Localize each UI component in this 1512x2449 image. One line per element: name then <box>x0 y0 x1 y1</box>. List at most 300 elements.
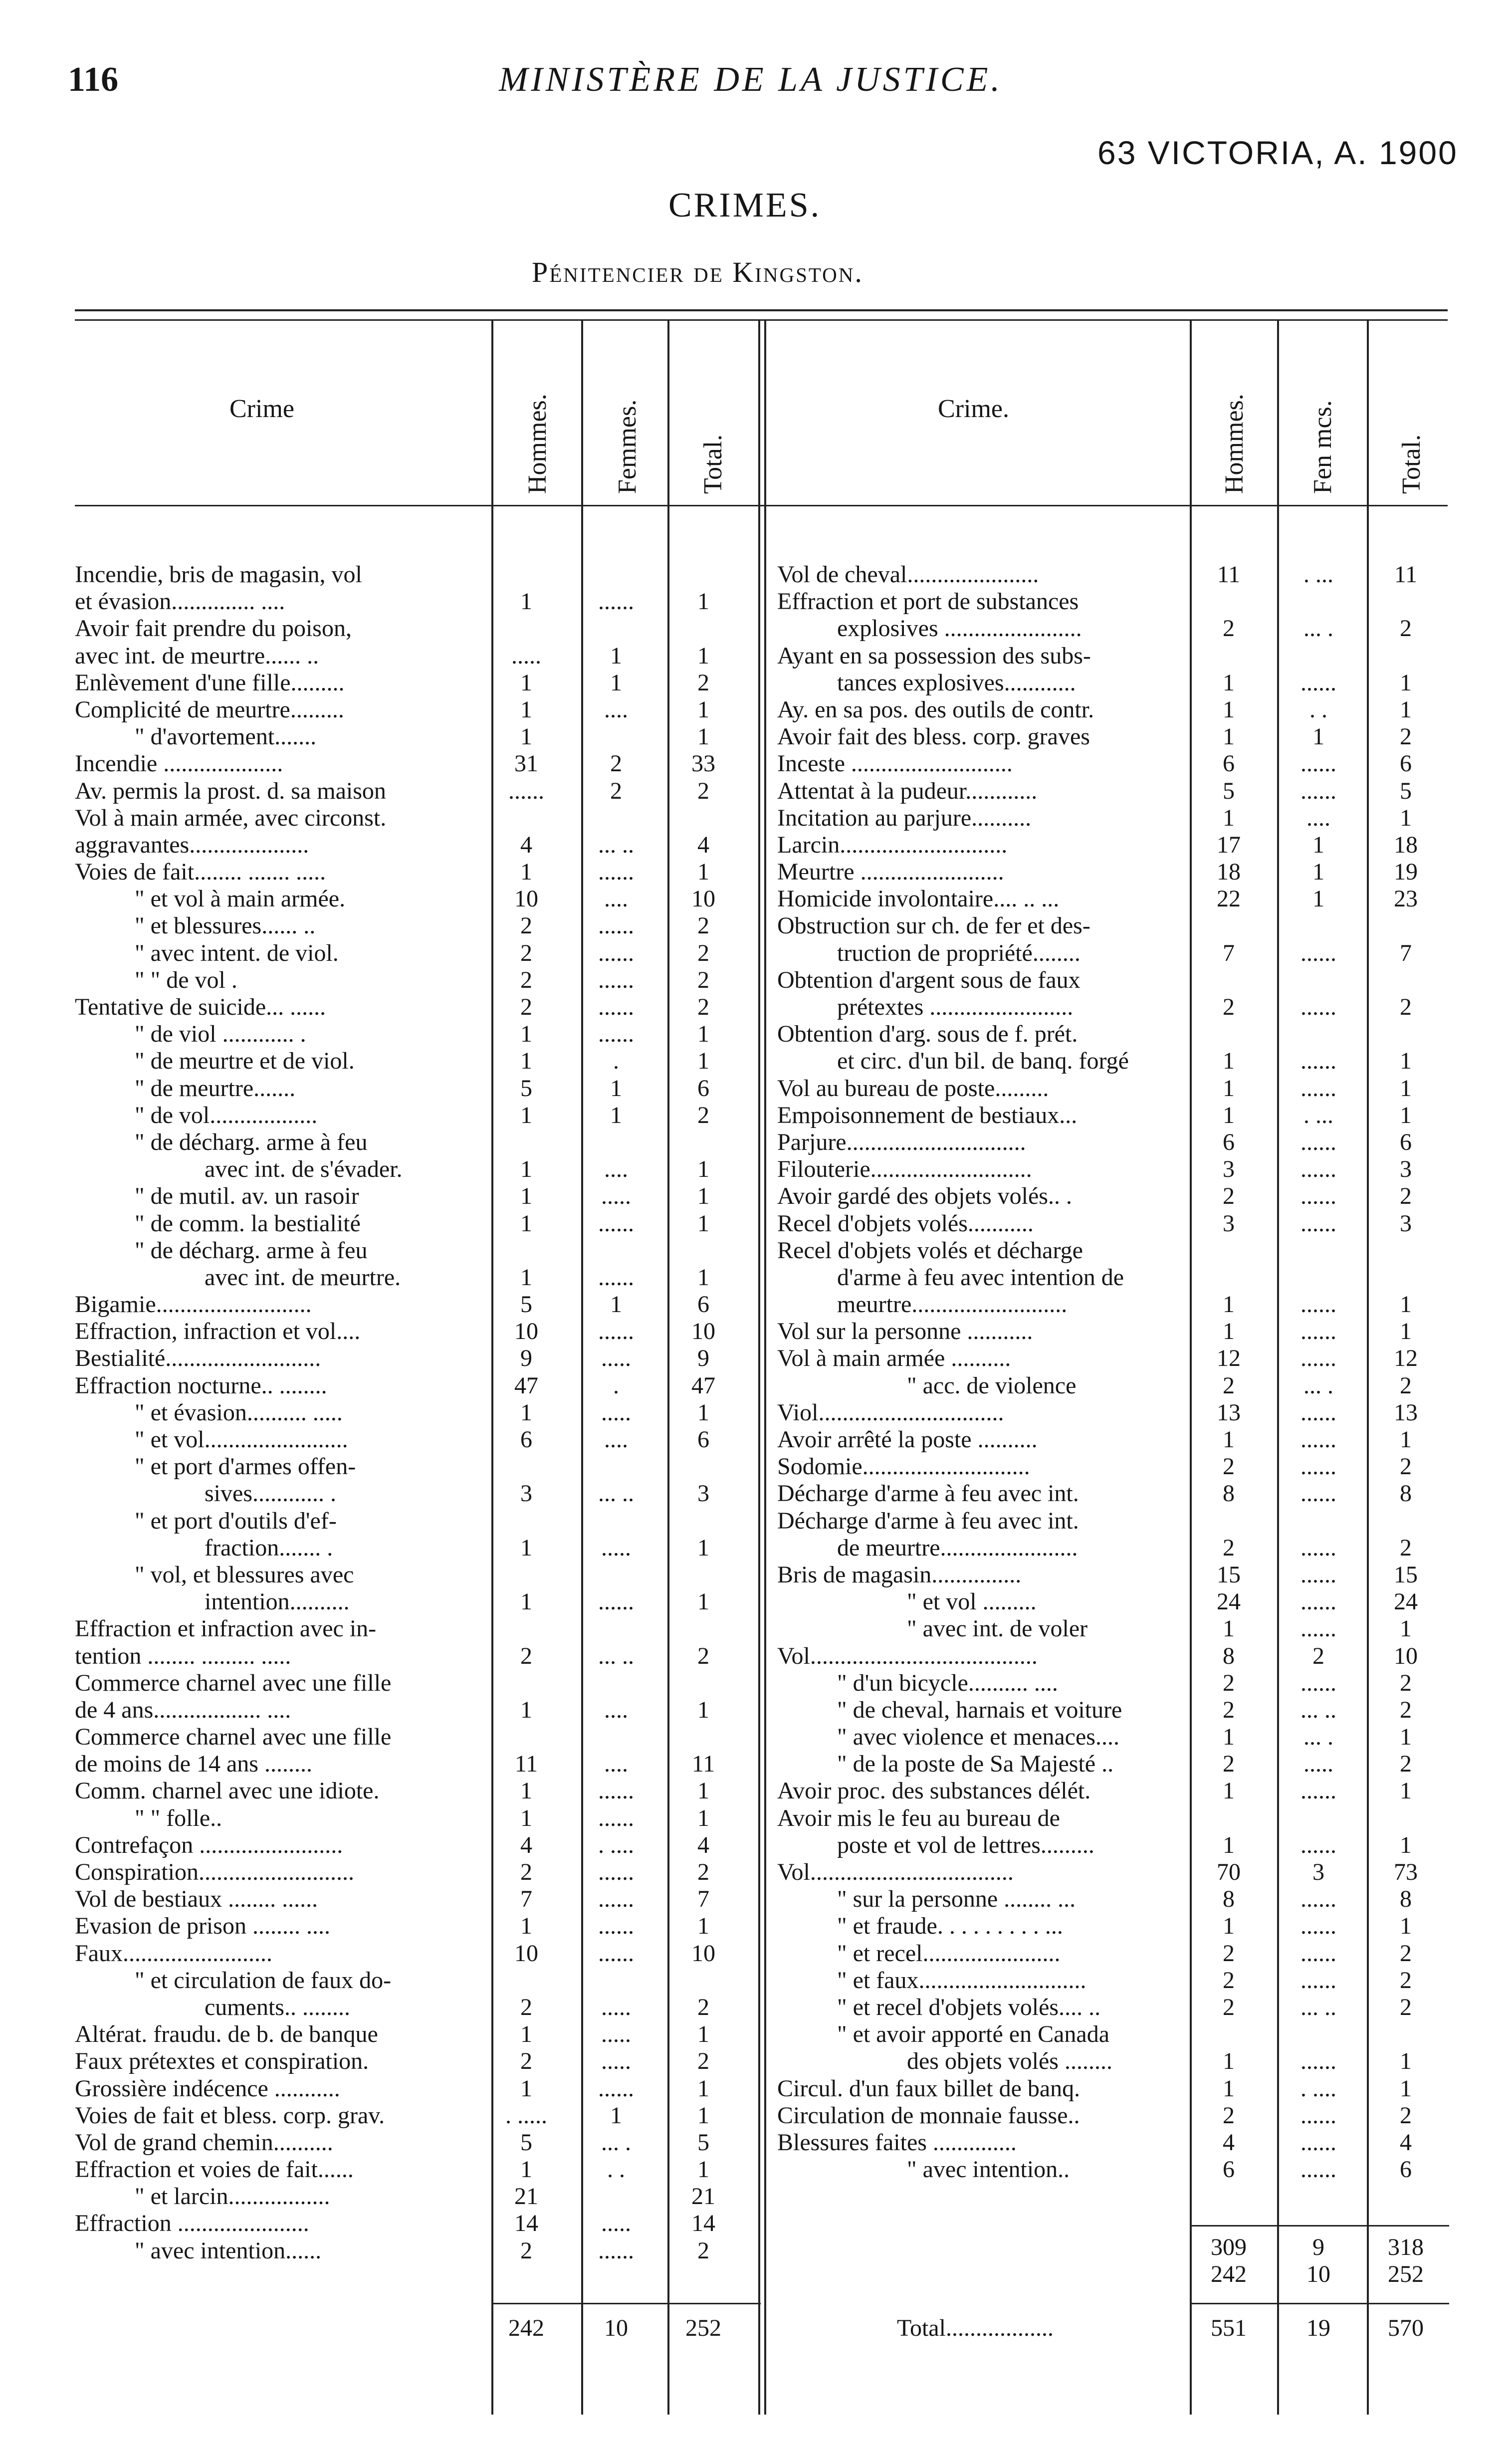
table-row <box>75 1886 798 1913</box>
crime-label: Effraction et port de substances <box>777 588 1079 615</box>
femmes-value: ...... <box>598 1886 634 1913</box>
hommes-value: 15 <box>1217 1561 1241 1588</box>
table-row <box>75 1237 798 1264</box>
crime-label: " sur la personne ........ ... <box>837 1886 1076 1913</box>
crime-label: Parjure.............................. <box>777 1128 1026 1155</box>
hommes-value: 5 <box>520 1291 532 1318</box>
table-row <box>777 1453 1501 1480</box>
crime-label: " de vol.................. <box>135 1102 318 1128</box>
femmes-value: .... <box>604 1426 628 1453</box>
total-value: 3 <box>697 1480 709 1507</box>
table-row <box>777 2048 1501 2075</box>
hommes-value: 1 <box>520 1210 532 1237</box>
table-row <box>777 588 1501 615</box>
hommes-value: 8 <box>1223 1480 1235 1507</box>
femmes-value: .... <box>604 1751 628 1778</box>
hommes-value: 1 <box>520 1048 532 1075</box>
femmes-value: ..... <box>601 1345 631 1372</box>
table-row <box>75 1453 798 1480</box>
hommes-value: 1 <box>520 1021 532 1048</box>
crime-label: Effraction nocturne.. ........ <box>75 1372 327 1399</box>
hommes-value: ..... <box>511 642 541 669</box>
hommes-value: 2 <box>1223 1696 1235 1723</box>
hommes-value: 6 <box>1223 1128 1235 1155</box>
total-value: 11 <box>691 1751 715 1778</box>
table-row <box>75 561 798 588</box>
total-value: 1 <box>1400 1778 1412 1804</box>
femmes-value: ...... <box>598 939 634 966</box>
total-value: 6 <box>1400 750 1412 777</box>
total-value: 1 <box>1400 1831 1412 1858</box>
femmes-value: ...... <box>1300 1561 1336 1588</box>
femmes-value: ...... <box>1300 1913 1336 1940</box>
table-row <box>777 994 1501 1021</box>
table-row <box>777 1832 1501 1859</box>
femmes-value: ... .. <box>598 1480 634 1507</box>
crime-label: " vol, et blessures avec <box>135 1561 354 1588</box>
hommes-value: 1 <box>1223 1291 1235 1318</box>
hommes-value: 1 <box>1223 669 1235 696</box>
hommes-value: 2 <box>520 966 532 993</box>
femmes-value: ...... <box>598 1021 634 1048</box>
femmes-value: ...... <box>1300 2129 1336 2156</box>
page-subtitle: Pénitencier de Kingston. <box>532 256 864 288</box>
femmes-value: ... . <box>1303 615 1333 642</box>
hommes-value: 2 <box>520 2048 532 2075</box>
crime-label: explosives ....................... <box>837 615 1082 642</box>
crime-label: " et recel....................... <box>837 1940 1061 1967</box>
table-row <box>777 2156 1501 2183</box>
table-row <box>777 669 1501 696</box>
total-value: 1 <box>697 642 709 669</box>
table-row <box>777 2102 1501 2129</box>
crime-label: Evasion de prison ........ .... <box>75 1913 330 1940</box>
right-total-header: Total. <box>1397 434 1426 494</box>
hommes-value: 1 <box>520 1804 532 1831</box>
table-row <box>777 1643 1501 1670</box>
crime-label: " et recel d'objets volés.... .. <box>837 1994 1101 2020</box>
femmes-value: ... .. <box>1300 1696 1336 1723</box>
crime-label: Vol de bestiaux ........ ...... <box>75 1886 318 1913</box>
crime-label: " et port d'outils d'ef- <box>135 1507 337 1534</box>
table-row <box>777 615 1501 642</box>
crime-label: " de la poste de Sa Majesté .. <box>837 1751 1114 1778</box>
femmes-value: ...... <box>1300 1048 1336 1075</box>
table-row <box>777 1048 1501 1075</box>
hommes-value: 5 <box>1223 777 1235 804</box>
femmes-value: ..... <box>601 1399 631 1426</box>
total-value: 2 <box>697 669 709 696</box>
crime-label: fraction....... . <box>205 1534 333 1561</box>
femmes-value: 2 <box>1312 1642 1324 1669</box>
crime-label: Empoisonnement de bestiaux... <box>777 1102 1078 1128</box>
hommes-value: 1 <box>520 1183 532 1210</box>
crime-label: meurtre.......................... <box>837 1291 1068 1318</box>
top-rule-2 <box>75 319 1448 321</box>
hommes-value: 1 <box>520 1696 532 1723</box>
femmes-value: . ... <box>1303 1102 1333 1128</box>
table-row <box>777 1778 1501 1804</box>
hommes-value: 5 <box>520 1075 532 1102</box>
hommes-value: 2 <box>1223 1967 1235 1994</box>
running-title: MINISTÈRE DE LA JUSTICE. <box>499 60 1003 99</box>
crime-label: " avec intention...... <box>135 2237 322 2264</box>
total-value: 1 <box>1400 1075 1412 1102</box>
hommes-value: 47 <box>514 1372 538 1399</box>
crime-label: " et avoir apporté en Canada <box>837 2021 1110 2048</box>
table-row <box>777 1697 1501 1724</box>
table-row <box>75 1291 798 1318</box>
table-row <box>777 1399 1501 1426</box>
table-row <box>75 940 798 967</box>
hommes-value: 31 <box>514 750 538 777</box>
femmes-value: ...... <box>1300 1453 1336 1480</box>
hommes-value: 2 <box>1223 1940 1235 1967</box>
hommes-value: 10 <box>514 1940 538 1967</box>
table-row <box>777 1345 1501 1372</box>
crime-label: de moins de 14 ans ........ <box>75 1751 312 1778</box>
right-table <box>777 561 1501 2183</box>
crime-label: avec int. de meurtre...... .. <box>75 642 319 669</box>
total-value: 1 <box>697 1534 709 1561</box>
femmes-value: ...... <box>598 912 634 939</box>
table-row <box>777 1561 1501 1588</box>
table-row <box>777 1535 1501 1561</box>
table-row <box>75 1399 798 1426</box>
hommes-value: 2 <box>520 994 532 1020</box>
hommes-value: 18 <box>1217 859 1241 886</box>
total-value: 1 <box>1400 669 1412 696</box>
table-row <box>777 1021 1501 1048</box>
table-row <box>777 696 1501 723</box>
crime-label: " avec violence et menaces.... <box>837 1724 1119 1751</box>
right-subtotal-total: 318 <box>1388 2234 1424 2260</box>
femmes-value: ...... <box>598 1588 634 1615</box>
femmes-value: ...... <box>1300 1128 1336 1155</box>
crime-label: des objets volés ........ <box>907 2048 1112 2075</box>
crime-label: Vol à main armée, avec circonst. <box>75 804 387 831</box>
crime-label: " et larcin................. <box>135 2183 330 2210</box>
hommes-value: 1 <box>520 2075 532 2102</box>
crime-label: " de meurtre....... <box>135 1075 296 1102</box>
femmes-value: 1 <box>1312 859 1324 886</box>
femmes-value: ...... <box>1300 1778 1336 1804</box>
hommes-value: 1 <box>1223 1913 1235 1940</box>
total-value: 2 <box>697 2237 709 2264</box>
hommes-value: 3 <box>1223 1210 1235 1237</box>
total-value: 1 <box>697 1264 709 1291</box>
total-value: 12 <box>1394 1345 1418 1372</box>
total-value: 13 <box>1394 1399 1418 1426</box>
femmes-value: 1 <box>610 669 622 696</box>
table-row <box>75 1372 798 1399</box>
femmes-value: ...... <box>598 588 634 615</box>
total-value: 2 <box>1400 1534 1412 1561</box>
hommes-value: 1 <box>1223 1615 1235 1642</box>
crime-label: Ay. en sa pos. des outils de contr. <box>777 696 1094 723</box>
hommes-value: ...... <box>508 777 544 804</box>
crime-label: " et vol........................ <box>135 1426 348 1453</box>
table-row <box>777 1183 1501 1210</box>
hommes-value: 1 <box>1223 2048 1235 2075</box>
table-row <box>777 859 1501 886</box>
total-value: 19 <box>1394 859 1418 886</box>
table-row <box>75 1426 798 1453</box>
total-value: 2 <box>1400 1994 1412 2020</box>
total-value: 2 <box>697 912 709 939</box>
table-row <box>777 1129 1501 1156</box>
femmes-value: ...... <box>1300 1291 1336 1318</box>
crime-label: " de viol ............ . <box>135 1021 306 1048</box>
crime-label: truction de propriété........ <box>837 939 1080 966</box>
crime-label: Conspiration.......................... <box>75 1859 354 1885</box>
table-row <box>75 994 798 1021</box>
femmes-value: ...... <box>1300 1210 1336 1237</box>
total-value: 1 <box>697 1804 709 1831</box>
femmes-value: ... .. <box>598 831 634 858</box>
femmes-value: ...... <box>1300 2048 1336 2075</box>
table-row <box>75 832 798 859</box>
crime-label: Faux prétextes et conspiration. <box>75 2048 369 2075</box>
table-row <box>777 1480 1501 1507</box>
hommes-value: 12 <box>1217 1345 1241 1372</box>
hommes-value: 1 <box>1223 1318 1235 1345</box>
femmes-value: 1 <box>610 2102 622 2129</box>
table-row <box>75 1102 798 1129</box>
crime-label: prétextes ........................ <box>837 994 1074 1020</box>
femmes-value: ...... <box>598 2075 634 2102</box>
total-value: 2 <box>1400 1967 1412 1994</box>
crime-label: Effraction et voies de fait...... <box>75 2156 354 2183</box>
right-total-hommes: 551 <box>1211 2315 1247 2341</box>
total-value: 1 <box>1400 1913 1412 1940</box>
hommes-value: 8 <box>1223 1886 1235 1913</box>
table-row <box>75 912 798 939</box>
crime-label: Viol............................... <box>777 1399 1004 1426</box>
hommes-value: 2 <box>1223 615 1235 642</box>
crime-label: Filouterie........................... <box>777 1156 1032 1183</box>
femmes-value: ...... <box>1300 1967 1336 1994</box>
hommes-value: 2 <box>1223 1183 1235 1210</box>
femmes-value: ...... <box>1300 1615 1336 1642</box>
hommes-value: 1 <box>520 1102 532 1128</box>
femmes-value: ...... <box>1300 2102 1336 2129</box>
total-value: 2 <box>1400 2102 1412 2129</box>
hommes-value: 2 <box>1223 1669 1235 1696</box>
table-row <box>75 1508 798 1535</box>
femmes-value: ..... <box>601 1183 631 1210</box>
femmes-value: ...... <box>1300 1886 1336 1913</box>
hommes-value: 1 <box>520 1778 532 1804</box>
table-row <box>777 2021 1501 2048</box>
session-label: 63 VICTORIA, A. 1900 <box>1097 134 1458 171</box>
hommes-value: 14 <box>514 2210 538 2237</box>
table-row <box>75 805 798 832</box>
crime-label: " et vol ......... <box>907 1588 1037 1615</box>
hommes-value: 1 <box>520 696 532 723</box>
total-value: 1 <box>697 588 709 615</box>
total-value: 2 <box>1400 723 1412 750</box>
femmes-value: ... . <box>601 2129 631 2156</box>
crime-label: Décharge d'arme à feu avec int. <box>777 1480 1079 1507</box>
table-row <box>75 1480 798 1507</box>
total-value: 2 <box>697 1859 709 1885</box>
hommes-value: 17 <box>1217 831 1241 858</box>
hommes-value: 70 <box>1217 1859 1241 1885</box>
total-value: 6 <box>697 1426 709 1453</box>
crime-label: Vol sur la personne ........... <box>777 1318 1033 1345</box>
femmes-value: .... <box>604 1156 628 1183</box>
total-value: 1 <box>697 1588 709 1615</box>
femmes-value: ...... <box>1300 669 1336 696</box>
total-value: 1 <box>1400 1615 1412 1642</box>
total-value: 6 <box>1400 2156 1412 2183</box>
crime-label: Commerce charnel avec une fille <box>75 1724 392 1751</box>
table-row <box>75 723 798 750</box>
hommes-value: 1 <box>520 1913 532 1940</box>
crime-label: " de cheval, harnais et voiture <box>837 1696 1122 1723</box>
table-row <box>75 1318 798 1345</box>
total-value: 2 <box>697 966 709 993</box>
crime-label: de meurtre....................... <box>837 1534 1078 1561</box>
crime-label: " avec intention.. <box>907 2156 1070 2183</box>
crime-label: Obtention d'argent sous de faux <box>777 966 1080 993</box>
femmes-value: ... .. <box>1300 1994 1336 2020</box>
table-row <box>75 615 798 642</box>
crime-label: " et blessures...... .. <box>135 912 316 939</box>
hommes-value: 24 <box>1217 1588 1241 1615</box>
femmes-value: ...... <box>1300 1075 1336 1102</box>
total-value: 9 <box>697 1345 709 1372</box>
table-row <box>75 967 798 994</box>
table-row <box>777 643 1501 669</box>
total-value: 3 <box>1400 1210 1412 1237</box>
hommes-value: 10 <box>514 1318 538 1345</box>
femmes-value: 2 <box>610 750 622 777</box>
table-row <box>777 1508 1501 1535</box>
total-value: 1 <box>1400 1102 1412 1128</box>
crime-label: Effraction ...................... <box>75 2210 309 2237</box>
crime-label: poste et vol de lettres......... <box>837 1831 1094 1858</box>
total-value: 2 <box>1400 1696 1412 1723</box>
total-value: 2 <box>1400 1453 1412 1480</box>
femmes-value: . . <box>1309 696 1327 723</box>
crime-label: Avoir proc. des substances délét. <box>777 1778 1091 1804</box>
crime-label: Larcin............................ <box>777 831 1008 858</box>
right-femmes-header: Fen mcs. <box>1308 400 1337 494</box>
total-value: 2 <box>697 939 709 966</box>
total-value: 7 <box>697 1886 709 1913</box>
crime-label: Vol...................................... <box>777 1642 1038 1669</box>
left-total-total: 252 <box>685 2315 721 2341</box>
table-row <box>75 2075 798 2102</box>
crime-label: " avec int. de voler <box>907 1615 1088 1642</box>
total-value: 1 <box>697 859 709 886</box>
left-hommes-header: Hommes. <box>523 394 552 494</box>
femmes-value: . <box>613 1372 619 1399</box>
femmes-value: ...... <box>598 1210 634 1237</box>
femmes-value: ... . <box>1303 1372 1333 1399</box>
crime-label: " avec intent. de viol. <box>135 939 339 966</box>
femmes-value: 1 <box>610 642 622 669</box>
femmes-value: ...... <box>1300 1318 1336 1345</box>
table-row <box>75 2183 798 2210</box>
left-table <box>75 561 798 2264</box>
table-row <box>75 1994 798 2021</box>
total-value: 2 <box>697 994 709 1020</box>
femmes-value: 3 <box>1312 1859 1324 1885</box>
hommes-value: 2 <box>1223 1994 1235 2020</box>
table-row <box>777 1805 1501 1832</box>
femmes-value: ..... <box>601 2021 631 2048</box>
total-value: 1 <box>697 1021 709 1048</box>
right-total-row <box>777 2315 1501 2342</box>
crime-label: Grossière indécence ........... <box>75 2075 340 2102</box>
total-value: 2 <box>697 1102 709 1128</box>
table-row <box>75 1967 798 1994</box>
table-row <box>777 940 1501 967</box>
femmes-value: ...... <box>1300 939 1336 966</box>
crime-label: " et faux............................ <box>837 1967 1086 1994</box>
total-value: 1 <box>1400 696 1412 723</box>
hommes-value: 2 <box>520 1859 532 1885</box>
femmes-value: ...... <box>598 1940 634 1967</box>
crime-label: sives............ . <box>205 1480 336 1507</box>
crime-label: Vol de cheval...................... <box>777 561 1039 588</box>
hommes-value: 9 <box>520 1345 532 1372</box>
table-row <box>777 1751 1501 1778</box>
crime-label: " et évasion.......... ..... <box>135 1399 343 1426</box>
femmes-value: ...... <box>598 994 634 1020</box>
table-row <box>75 1643 798 1670</box>
left-total-hommes: 242 <box>508 2315 544 2341</box>
hommes-value: 11 <box>1217 561 1241 588</box>
hommes-value: 1 <box>1223 1426 1235 1453</box>
table-row <box>777 886 1501 912</box>
crime-label: Homicide involontaire.... .. ... <box>777 886 1060 912</box>
total-value: 1 <box>1400 1724 1412 1751</box>
crime-label: Enlèvement d'une fille......... <box>75 669 345 696</box>
hommes-value: 10 <box>514 886 538 912</box>
crime-label: Avoir gardé des objets volés.. . <box>777 1183 1072 1210</box>
femmes-value: ...... <box>1300 1156 1336 1183</box>
total-value: 6 <box>1400 1128 1412 1155</box>
table-row <box>777 1264 1501 1291</box>
crime-label: " de décharg. arme à feu <box>135 1128 368 1155</box>
crime-label: Complicité de meurtre......... <box>75 696 344 723</box>
hommes-value: 13 <box>1217 1399 1241 1426</box>
table-row <box>777 1156 1501 1183</box>
femmes-value: ... .. <box>598 1642 634 1669</box>
total-value: 10 <box>1394 1642 1418 1669</box>
total-value: 1 <box>1400 804 1412 831</box>
table-row <box>777 1724 1501 1751</box>
femmes-value: ...... <box>1300 1831 1336 1858</box>
table-row <box>75 1129 798 1156</box>
right-subtotal-femmes: 10 <box>1306 2261 1330 2287</box>
crime-label: Attentat à la pudeur............ <box>777 777 1038 804</box>
total-value: 2 <box>1400 1751 1412 1778</box>
hommes-value: 1 <box>520 1156 532 1183</box>
right-total-total: 570 <box>1388 2315 1424 2341</box>
hommes-value: . ..... <box>505 2102 547 2129</box>
total-value: 23 <box>1394 886 1418 912</box>
crime-label: " de comm. la bestialité <box>135 1210 361 1237</box>
femmes-value: ... . <box>1303 1724 1333 1751</box>
table-row <box>75 2021 798 2048</box>
total-value: 2 <box>697 2048 709 2075</box>
hommes-value: 2 <box>520 1642 532 1669</box>
